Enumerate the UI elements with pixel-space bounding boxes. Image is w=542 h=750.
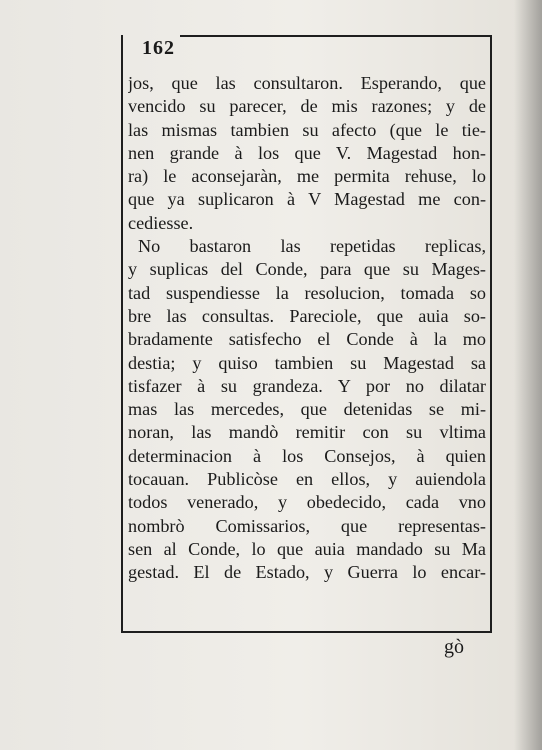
text-line: vencido su parecer, de mis razones; y de [128, 96, 486, 117]
text-line: tad suspendiesse la resolucion, tomada so [128, 282, 486, 303]
body-text [128, 72, 486, 585]
catchword: gò [444, 636, 464, 658]
text-line: y suplicas del Conde, para que su Mages- [128, 259, 486, 280]
text-line: bradamente satisfecho el Conde à la mo [128, 329, 486, 350]
text-line: destia; y quiso tambien su Magestad sa [128, 352, 486, 373]
text-line: todos venerado, y obedecido, cada vno [128, 492, 486, 513]
text-line: cediesse. [128, 212, 194, 233]
text-line: que ya suplicaron à V Magestad me con- [128, 189, 486, 210]
text-line: ra) le aconsejaràn, me permita rehuse, lo [128, 166, 486, 187]
text-line: determinacion à los Consejos, à quien [128, 445, 486, 466]
text-line: jos, que las consultaron. Esperando, que [128, 73, 486, 93]
text-line: noran, las mandò remitir con su vltima [128, 422, 486, 443]
text-line: bre las consultas. Pareciole, que auia so- [128, 305, 486, 326]
page-number: 162 [142, 37, 175, 59]
text-line: tisfazer à su grandeza. Y por no dilatar [128, 375, 486, 396]
text-line: tocauan. Publicòse en ellos, y auiendola [128, 469, 486, 490]
paragraph-start-line: No bastaron las repetidas replicas, [138, 236, 486, 257]
text-line: sen al Conde, lo que auia mandado su Ma [128, 538, 486, 559]
text-line: las mismas tambien su afecto (que le tie- [128, 119, 486, 140]
text-line: nombrò Comissarios, que representas- [128, 515, 486, 536]
text-line: mas las mercedes, que detenidas se mi- [128, 399, 486, 420]
text-line: gestad. El de Estado, y Guerra lo encar- [128, 562, 486, 583]
text-line: nen grande à los que V. Magestad hon- [128, 142, 486, 163]
page-edge-shadow [514, 0, 542, 750]
